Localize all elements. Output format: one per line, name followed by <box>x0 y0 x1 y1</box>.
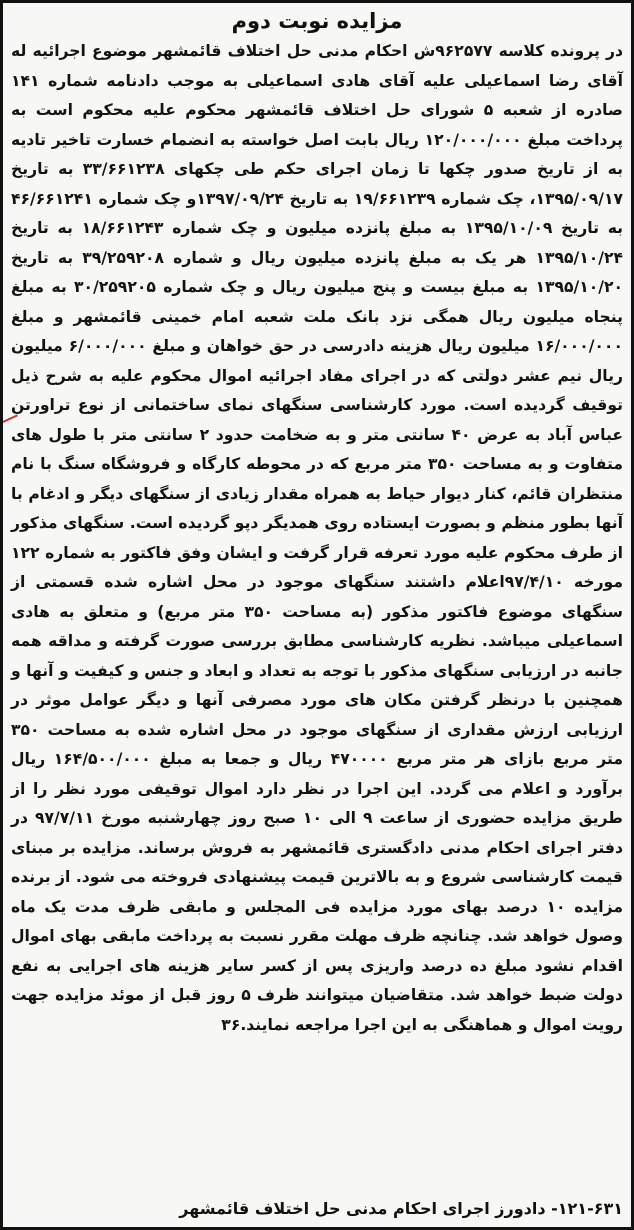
notice-footer-signature: ۱۲۱-۶۳۱- دادورز اجرای احکام مدنی حل اختلاف قائمشهر <box>179 1199 623 1218</box>
notice-title: مزایده نوبت دوم <box>231 9 403 33</box>
notice-body: در پرونده کلاسه ۹۶۲۵۷۷ش احکام مدنی حل اختلاف قائمشهر موضوع اجرائیه له آقای رضا اسماعیلی علیه آقای هادی اسماعیلی به موجب دادنامه شماره ۱۴۱ صادره از شعبه ۵ شورای حل اختلاف قائمشهر محکوم علیه محکوم است به پرداخت مبلغ ۱۲۰/۰۰۰/۰۰۰ ریال بابت اصل خواسته به انضمام خسارت تاخیر تادیه به از تاریخ صدور چکها تا زمان اجرای حکم طی چکهای ۳۳/۶۶۱۲۳۸ به تاریخ ۱۳۹۵/۰۹/۱۷، چک شماره ۱۹/۶۶۱۲۳۹ به تاریخ ۱۳۹۷/۰۹/۲۴و چک شماره ۴۶/۶۶۱۲۴۱ به تاریخ ۱۳۹۵/۱۰/۰۹ به مبلغ پانزده میلیون و چک شماره ۱۸/۶۶۱۲۴۳ به تاریخ ۱۳۹۵/۱۰/۲۴ هر یک به مبلغ پانزده میلیون ریال و شماره ۳۹/۲۵۹۲۰۸ به تاریخ ۱۳۹۵/۱۰/۲۰ به مبلغ بیست و پنج میلیون ریال و چک شماره ۳۰/۲۵۹۲۰۵ به مبلغ پنجاه میلیون ریال همگی نزد بانک ملت شعبه امام خمینی قائمشهر و مبلغ ۱۶/۰۰۰/۰۰۰ میلیون ریال هزینه دادرسی در حق خواهان و مبلغ ۶/۰۰۰/۰۰۰ میلیون ریال نیم عشر دولتی که در اجرای مفاد اجرائیه اموال محکوم علیه به شرح ذیل توقیف گردیده است. مورد کارشناسی سنگهای نمای ساختمانی از نوع تراورتن عباس آباد به عرض ۴۰ سانتی متر و به ضخامت حدود ۲ سانتی متر با طول های متفاوت و به مساحت ۳۵۰ متر مربع که در محوطه کارگاه و فروشگاه سنگ با نام منتظران قائم، کنار دیوار حیاط به همراه مقدار زیادی از سنگهای دیگر و ادغام با آنها بطور منظم و بصورت ایستاده روی همدیگر دپو گردیده است. سنگهای مذکور از طرف محکوم علیه مورد تعرفه قرار گرفت و ایشان وفق فاکتور به شماره ۱۲۲ مورخه ۹۷/۴/۱۰اعلام داشتند سنگهای موجود در محل اشاره شده قسمتی از سنگهای موضوع فاکتور مذکور (به مساحت ۳۵۰ متر مربع) و متعلق به هادی اسماعیلی میباشد. نظریه کارشناسی مطابق بررسی صورت گرفته و مداقه همه جانبه در ارزیابی سنگهای مذکور با توجه به تعداد و ابعاد و جنس و کیفیت و آنها و همچنین با درنظر گرفتن مکان های مورد مصرفی آنها و دیگر عوامل موثر در ارزیابی ارزش مقداری از سنگهای موجود در محل اشاره شده به مساحت ۳۵۰ متر مربع بازای هر متر مربع ۴۷۰۰۰۰ ریال و جمعا به مبلغ ۱۶۴/۵۰۰/۰۰۰ ریال برآورد و اعلام می گردد. این اجرا در نظر دارد اموال توقیفی مورد نظر را از طریق مزایده حضوری از ساعت ۹ الی ۱۰ صبح روز چهارشنبه مورخ ۹۷/۷/۱۱ در دفتر اجرای احکام مدنی دادگستری قائمشهر به فروش برساند. مزایده بر مبنای قیمت کارشناسی شروع و به بالاترین قیمت پیشنهادی فروخته می شود. از برنده مزایده ۱۰ درصد بهای مورد مزایده فی المجلس و مابقی ظرف مدت یک ماه وصول خواهد شد. چنانچه ظرف مهلت مقرر نسبت به پرداخت مابقی بهای اموال اقدام نشود مبلغ ده درصد واریزی پس از کسر سایر هزینه های اجرایی به نفع دولت ضبط خواهد شد. متقاضیان میتوانند ظرف ۵ روز قبل از موئد مزایده جهت رویت اموال و هماهنگی به این اجرا مراجعه نمایند.۳۶ <box>11 42 624 1034</box>
